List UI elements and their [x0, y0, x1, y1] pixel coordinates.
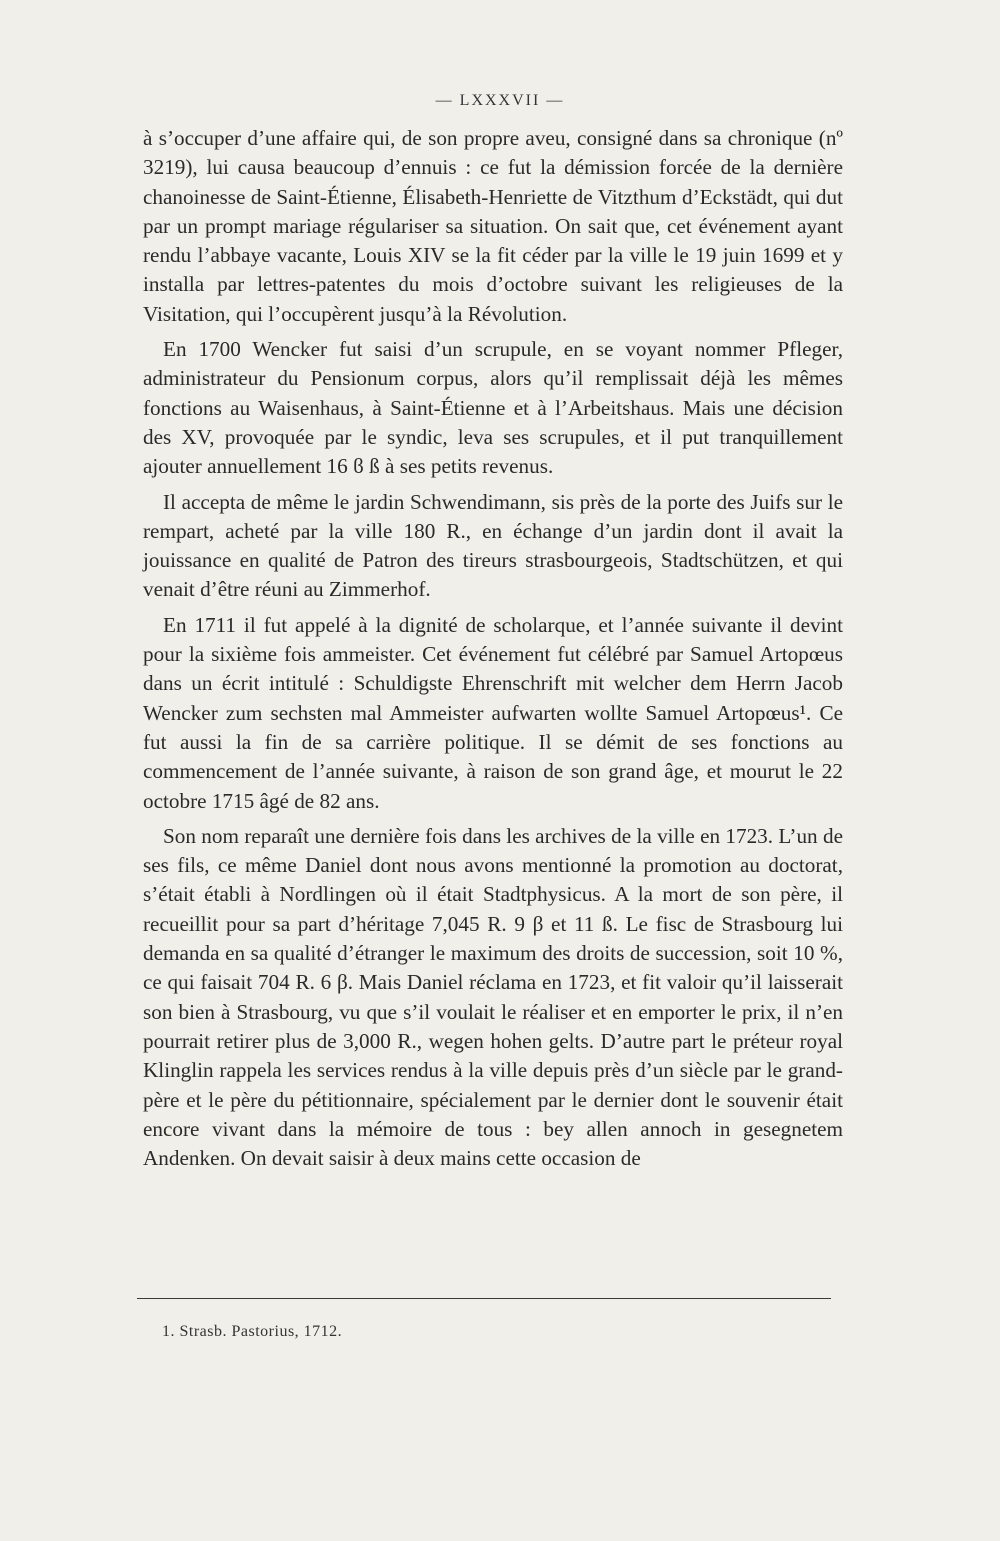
paragraph-1: à s’occuper d’une affaire qui, de son propre aveu, consigné dans sa chronique (nº 3219), lui causa beaucoup d’ennuis : ce fut la démission forcée de la dernière chanoinesse de Saint-Étienne, Élisabeth-Henriette de Vitzthum d’Eckstädt, qui dut par un prompt mariage régulariser sa situation. On sait que, cet événement ayant rendu l’abbaye vacante, Louis XIV se la fit céder par la ville le 19 juin 1699 et y installa par lettres-patentes du mois d’octobre suivant les religieuses de la Visitation, qui l’occupèrent jusqu’à la Révolution. [143, 126, 843, 326]
paragraph-3: Il accepta de même le jardin Schwendimann, sis près de la porte des Juifs sur le rempart, acheté par la ville 180 R., en échange d’un jardin dont il avait la jouissance en qualité de Patron des tireurs strasbourgeois, Stadtschützen, et qui venait d’être réuni au Zimmerhof. [143, 489, 843, 602]
paragraph-5: Son nom reparaît une dernière fois dans les archives de la ville en 1723. L’un de ses fils, ce même Daniel dont nous avons mentionné la promotion au doctorat, s’était établi à Nordlingen où il était Stadtphysicus. A la mort de son père, il recueillit pour sa part d’héritage 7,045 R. 9 β et 11 ß. Le fisc de Strasbourg lui demanda en sa qualité d’étranger le maximum des droits de succession, soit 10 %, ce qui faisait 704 R. 6 β. Mais Daniel réclama en 1723, et fit valoir qu’il laisserait son bien à Strasbourg, vu que s’il voulait le réaliser et en emporter le prix, il n’en pourrait retirer plus de 3,000 R., wegen hohen gelts. D’autre part le préteur royal Klinglin rappela les services rendus à la ville depuis près d’un siècle par le grand-père et le père du pétitionnaire, spécialement par le dernier dont le souvenir était encore vivant dans la mémoire de tous : bey allen annoch in gesegnetem Andenken. On devait saisir à deux mains cette occasion de [143, 823, 843, 1171]
paragraph-2: En 1700 Wencker fut saisi d’un scrupule, en se voyant nommer Pfleger, administrateur du Pensionum corpus, alors qu’il remplissait déjà les mêmes fonctions au Waisenhaus, à Saint-Étienne et à l’Arbeitshaus. Mais une décision des XV, provoquée par le syndic, leva ses scrupules, et il put tranquillement ajouter annuellement 16 ϐ ß à ses petits revenus. [143, 337, 843, 479]
footnote: 1. Strasb. Pastorius, 1712. [162, 1323, 343, 1340]
footnote-rule [137, 1298, 831, 1299]
page-number: — LXXXVII — [435, 92, 565, 109]
paragraph-4: En 1711 il fut appelé à la dignité de scholarque, et l’année suivante il devint pour la sixième fois ammeister. Cet événement fut célébré par Samuel Artopœus dans un écrit intitulé : Schuldigste Ehrenschrift mit welcher dem Herrn Jacob Wencker zum sechsten mal Ammeister aufwarten wollte Samuel Artopœus¹. Ce fut aussi la fin de sa carrière politique. Il se démit de ses fonctions au commencement de l’année suivante, à raison de son grand âge, et mourut le 22 octobre 1715 âgé de 82 ans. [143, 612, 843, 813]
body-text [143, 124, 843, 1179]
